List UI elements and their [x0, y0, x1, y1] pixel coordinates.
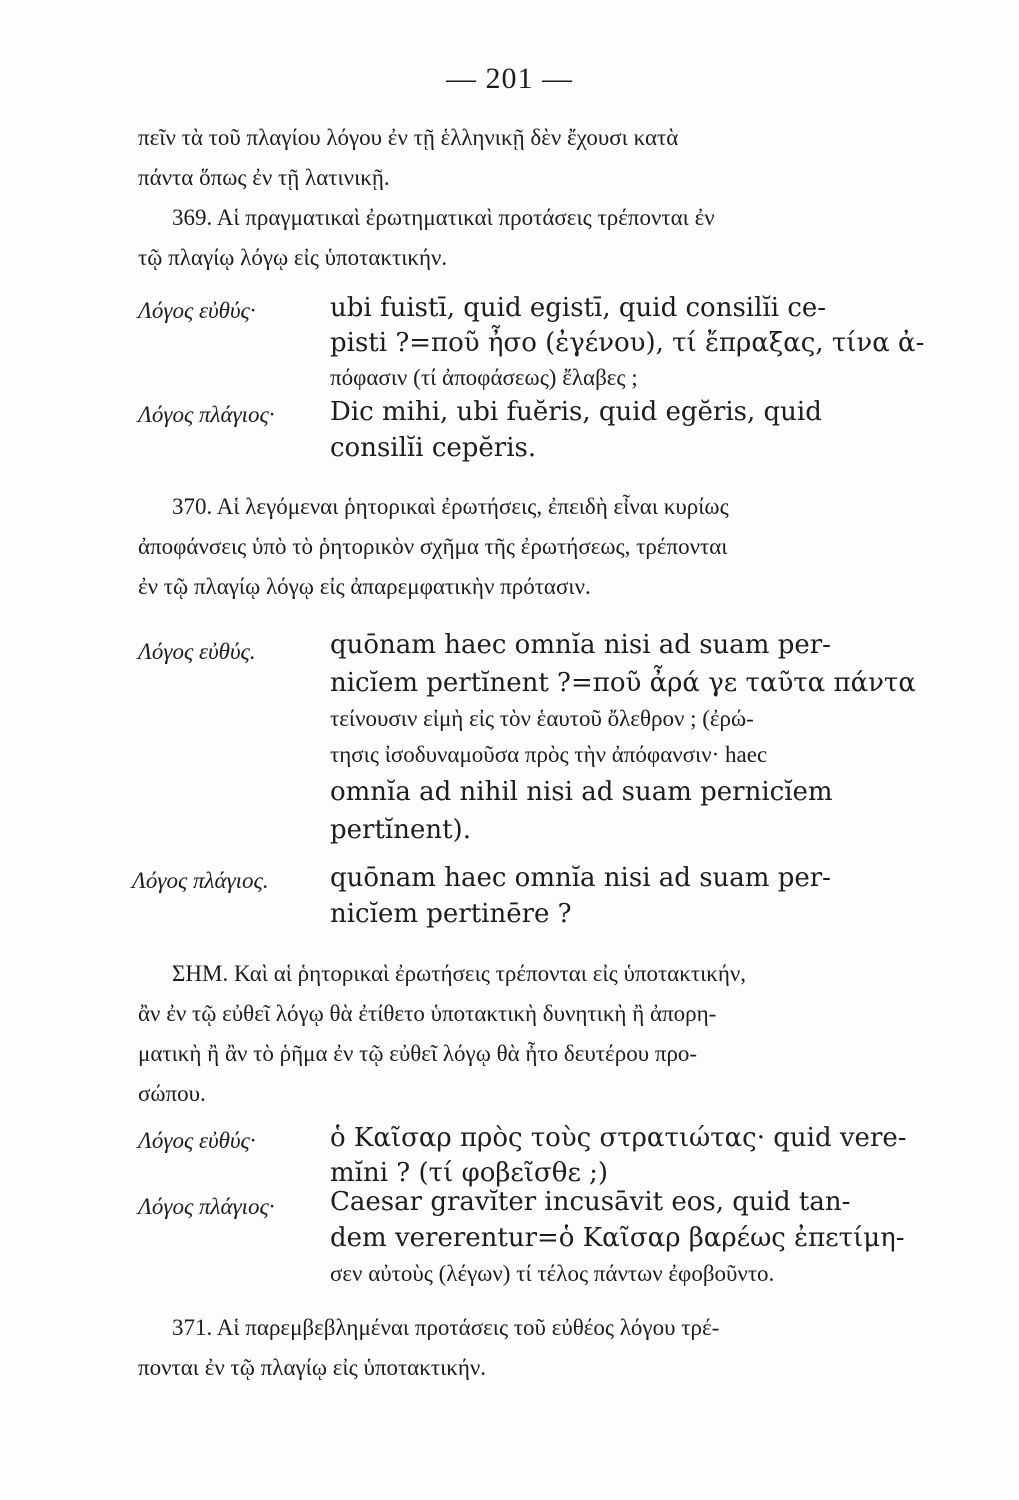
indirect-line-1: Caesar gravĭter incusāvit eos, quid tan-: [330, 1187, 851, 1217]
section-371-line-1: 371. Αἱ παρεμβεβλημέναι προτάσεις τοῦ εὐθέος λόγου τρέ-: [172, 1315, 720, 1340]
note-line-1: ΣΗΜ. Καὶ αἱ ῥητορικαὶ ἐρωτήσεις τρέπονται εἰς ὑποτακτικήν,: [172, 961, 747, 986]
direct-line-2: pisti ?=ποῦ ἦσο (ἐγένου), τί ἔπραξας, τίνα ἀ-: [330, 328, 925, 358]
page-number: — 201 —: [446, 62, 573, 95]
indirect-speech-text: [330, 1184, 928, 1292]
direct-speech-text: [330, 625, 928, 849]
indirect-line-1: Dic mihi, ubi fuĕris, quid egĕris, quid: [330, 397, 822, 427]
section-370-indirect-speech: [132, 860, 928, 940]
direct-speech-label: Λόγος εὐθύς.: [138, 639, 256, 664]
indirect-line-2: consilĭi cepĕris.: [330, 433, 537, 463]
section-370-direct-speech: [138, 625, 928, 845]
indirect-line-2: nicĭem pertinēre ?: [330, 899, 572, 929]
section-369-direct-speech: [138, 290, 928, 400]
direct-line-2: mĭni ? (τί φοβεῖσθε ;): [330, 1158, 609, 1188]
direct-line-2: nicĭem pertĭnent ?=ποῦ ἆρά γε ταῦτα πάντα: [330, 668, 916, 698]
indirect-line-3: σεν αὐτοὺς (λέγων) τί τέλος πάντων ἐφοβοῦντο.: [330, 1261, 775, 1286]
direct-line-3: τείνουσιν εἰμὴ εἰς τὸν ἑαυτοῦ ὄλεθρον ; (ἐρώ-: [330, 706, 754, 731]
note-line-4: σώπου.: [138, 1081, 206, 1106]
section-370-line-3: ἐν τῷ πλαγίῳ λόγῳ εἰς ἀπαρεμφατικὴν πρότασιν.: [138, 574, 591, 599]
intro-line-1: πεῖν τὰ τοῦ πλαγίου λόγου ἐν τῇ ἑλληνικῇ δὲν ἔχουσι κατὰ: [138, 125, 679, 150]
section-369-line-2: τῷ πλαγίῳ λόγῳ εἰς ὑποτακτικήν.: [138, 245, 448, 270]
direct-line-6: pertĭnent).: [330, 815, 471, 845]
indirect-speech-label: Λόγος πλάγιος·: [138, 1194, 275, 1219]
direct-line-1: quōnam haec omnĭa nisi ad suam per-: [330, 630, 831, 660]
section-371-line-2: πονται ἐν τῷ πλαγίῳ εἰς ὑποτακτικήν.: [138, 1355, 487, 1380]
note-indirect-speech: [138, 1184, 928, 1304]
direct-line-4: τησις ἰσοδυναμοῦσα πρὸς τὴν ἀπόφανσιν· haec: [330, 742, 768, 767]
indirect-speech-text: [330, 394, 928, 466]
section-370-line-1: 370. Αἱ λεγόμεναι ῥητορικαὶ ἐρωτήσεις, ἐπειδὴ εἶναι κυρίως: [172, 494, 729, 519]
indirect-speech-label: Λόγος πλάγιος·: [138, 402, 275, 427]
direct-line-1: ubi fuistī, quid egistī, quid consilĭi ce-: [330, 293, 827, 323]
section-369-indirect-speech: [138, 394, 928, 474]
direct-line-1: ὁ Καῖσαρ πρὸς τοὺς στρατιώτας· quid vere-: [330, 1123, 907, 1153]
direct-speech-text: [330, 1120, 928, 1190]
direct-speech-text: [330, 290, 928, 396]
indirect-speech-label: Λόγος πλάγιος.: [132, 868, 269, 893]
note-line-2: ἂν ἐν τῷ εὐθεῖ λόγῳ θὰ ἐτίθετο ὑποτακτικὴ δυνητικὴ ἢ ἀπορη-: [138, 1001, 717, 1026]
direct-speech-label: Λόγος εὐθύς·: [138, 298, 256, 323]
indirect-line-2: dem vererentur=ὁ Καῖσαρ βαρέως ἐπετίμη-: [330, 1223, 905, 1253]
direct-line-3: πόφασιν (τί ἀποφάσεως) ἔλαβες ;: [330, 365, 638, 390]
section-370-line-2: ἀποφάνσεις ὑπὸ τὸ ῥητορικὸν σχῆμα τῆς ἐρωτήσεως, τρέπονται: [138, 534, 728, 559]
indirect-speech-text: [330, 860, 928, 932]
direct-speech-label: Λόγος εὐθύς·: [138, 1128, 256, 1153]
intro-line-2: πάντα ὅπως ἐν τῇ λατινικῇ.: [138, 165, 390, 190]
note-line-3: ματικὴ ἢ ἂν τὸ ῥῆμα ἐν τῷ εὐθεῖ λόγῳ θὰ ἦτο δευτέρου προ-: [138, 1041, 698, 1066]
indirect-line-1: quōnam haec omnĭa nisi ad suam per-: [330, 863, 831, 893]
direct-line-5: omnĭa ad nihil nisi ad suam pernicĭem: [330, 777, 833, 807]
section-369-line-1: 369. Αἱ πραγματικαὶ ἐρωτηματικαὶ προτάσεις τρέπονται ἐν: [172, 205, 715, 230]
